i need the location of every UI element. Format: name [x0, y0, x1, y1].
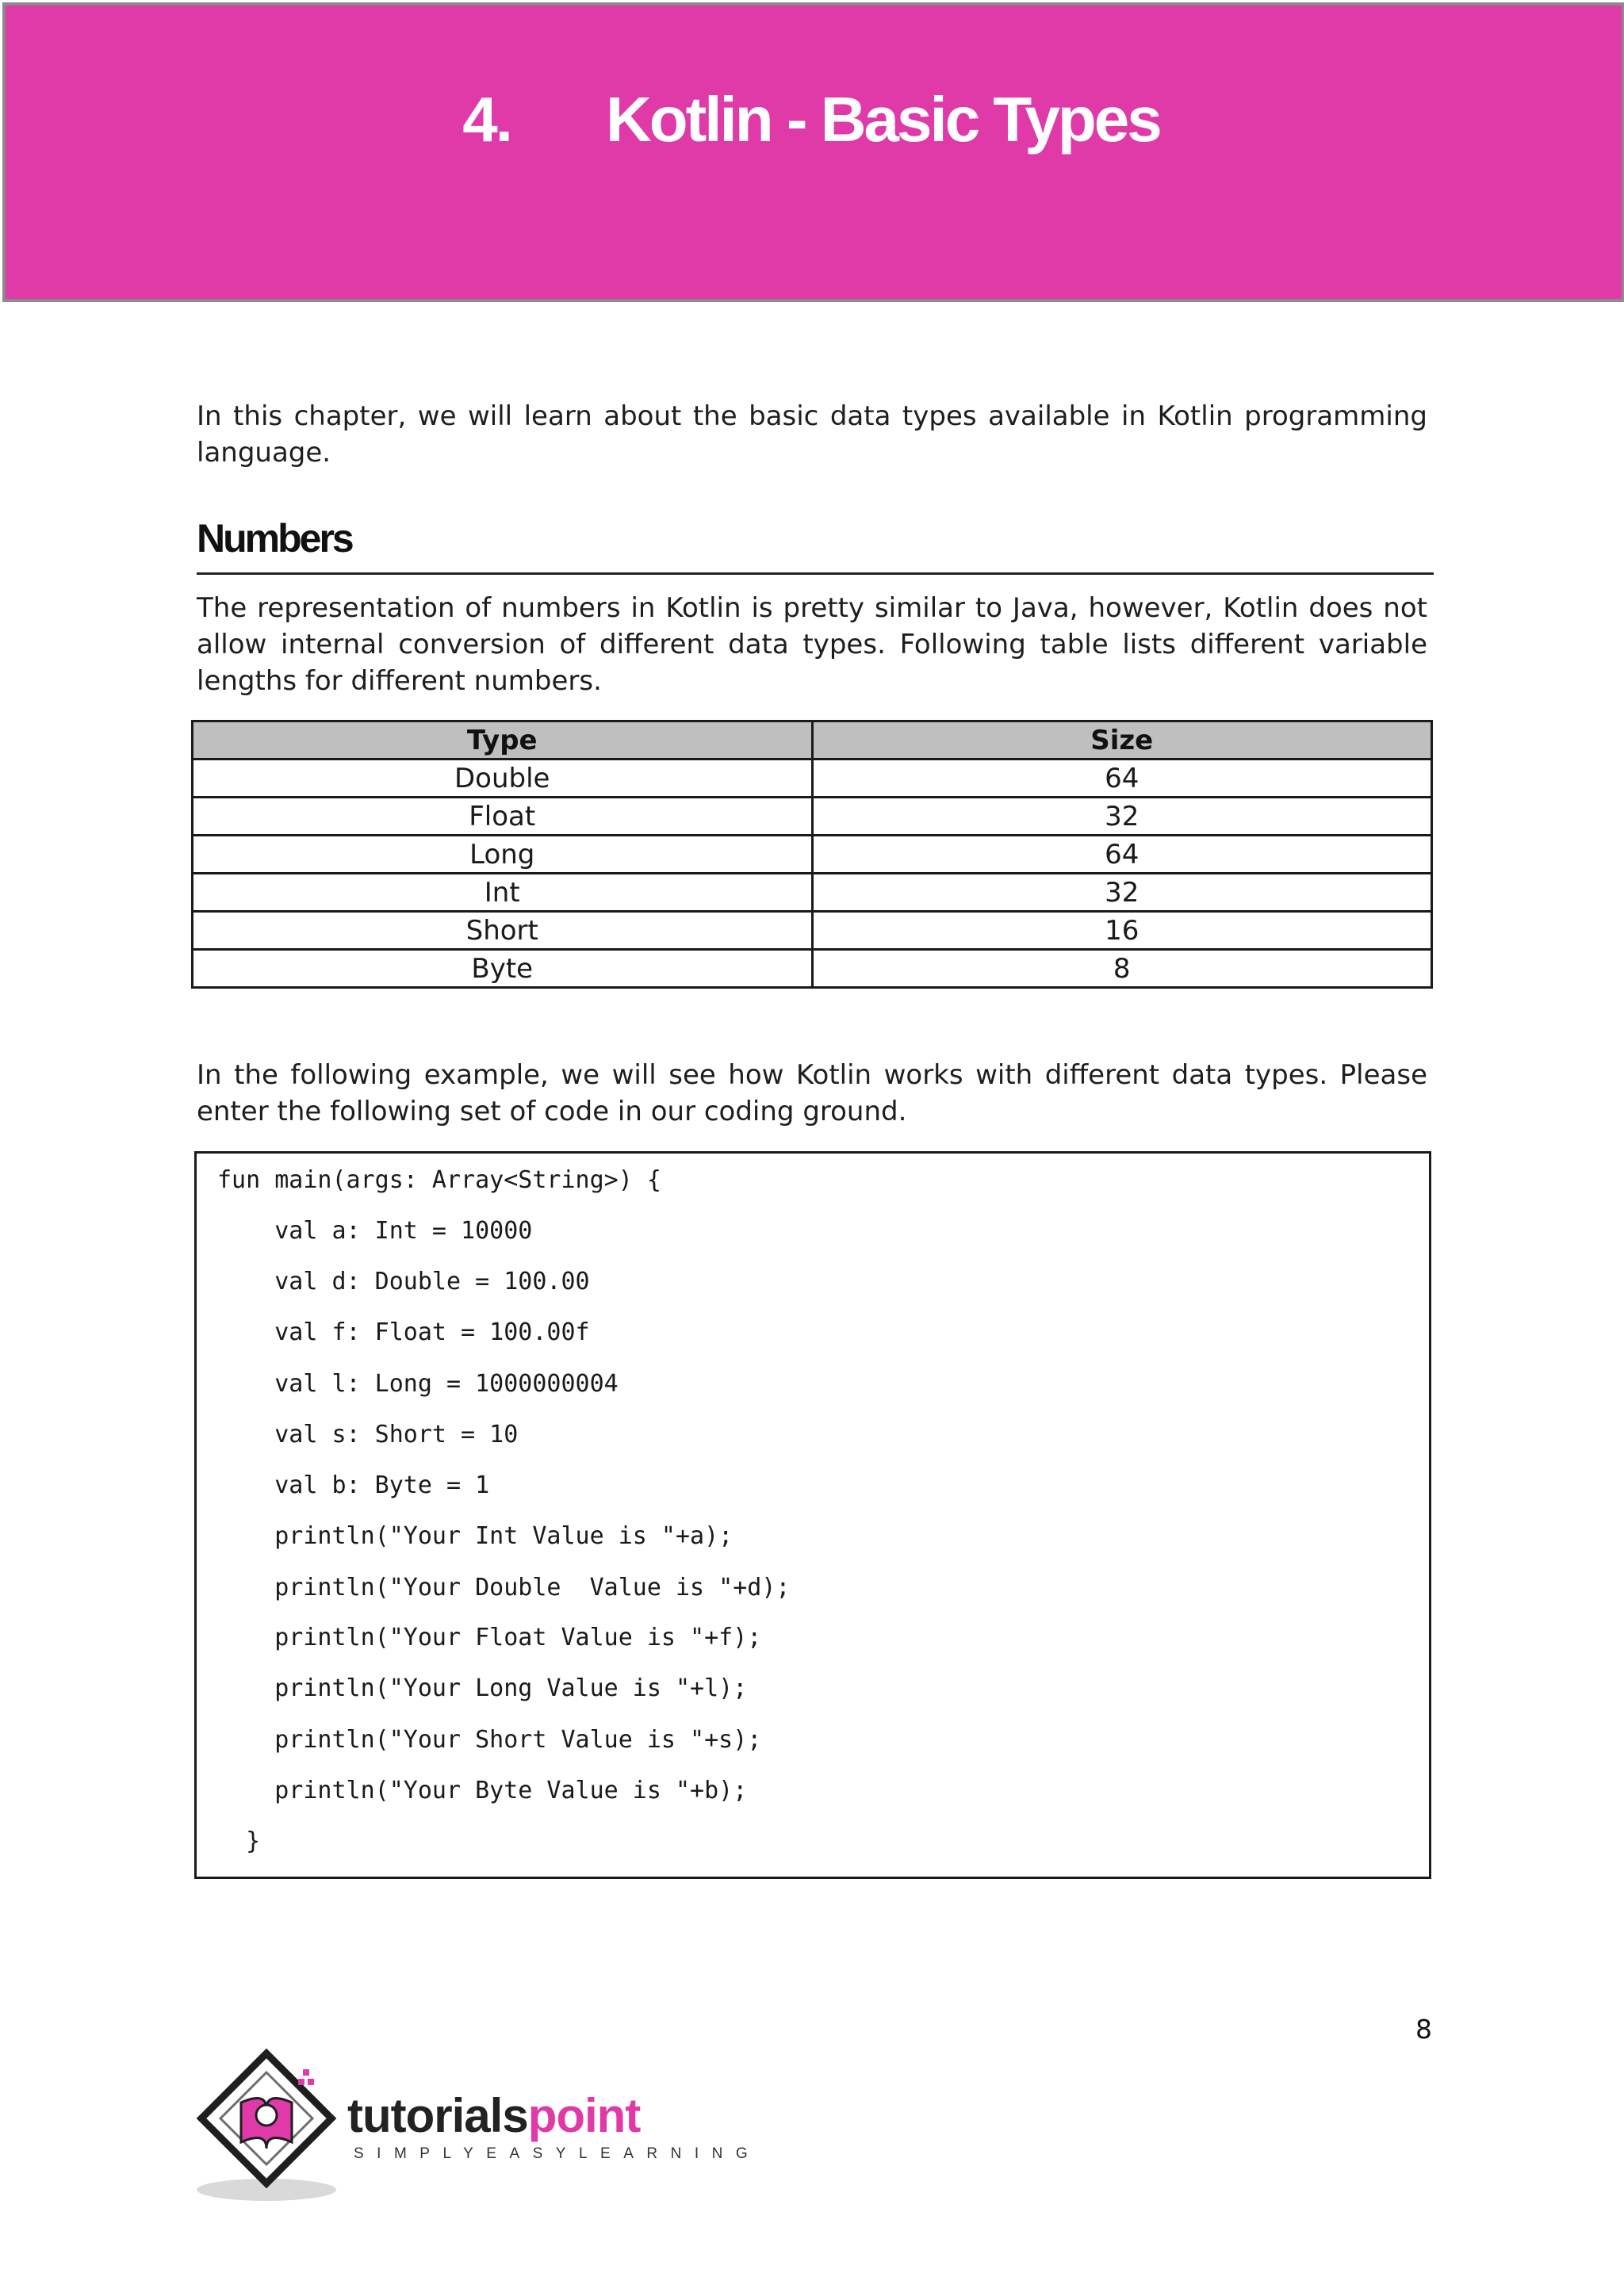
code-line: println("Your Float Value is "+f); [217, 1624, 762, 1651]
size-cell: 16 [812, 912, 1432, 950]
column-header-size: Size [812, 721, 1432, 760]
code-line: val a: Int = 10000 [217, 1217, 533, 1245]
code-block [194, 1151, 1431, 1879]
chapter-title-text: Kotlin - Basic Types [606, 84, 1160, 155]
logo-word-accent: point [527, 2089, 641, 2142]
code-line: val b: Byte = 1 [217, 1471, 490, 1499]
size-cell: 64 [812, 836, 1432, 874]
logo-emblem-icon [195, 2047, 354, 2206]
size-cell: 32 [812, 874, 1432, 912]
code-line: val s: Short = 10 [217, 1421, 519, 1448]
table-row [193, 836, 1432, 874]
numbers-paragraph: The representation of numbers in Kotlin is pretty similar to Java, however, Kotlin does not allow internal conversion of different data types. Following table lists different variable lengths for different numbers. [197, 592, 1427, 697]
logo-wordmark [347, 2088, 640, 2143]
section-heading-numbers: Numbers [197, 516, 352, 561]
type-cell: Short [193, 912, 813, 950]
type-cell: Float [193, 798, 813, 836]
code-line: println("Your Double Value is "+d); [217, 1574, 791, 1601]
number-types-table [191, 720, 1433, 989]
code-line: println("Your Short Value is "+s); [217, 1726, 762, 1754]
code-line: val d: Double = 100.00 [217, 1268, 590, 1295]
code-line: println("Your Byte Value is "+b); [217, 1777, 748, 1804]
chapter-title [0, 83, 1622, 156]
logo-word-dark: tutorials [347, 2089, 528, 2142]
code-line: println("Your Int Value is "+a); [217, 1522, 733, 1550]
type-cell: Long [193, 836, 813, 874]
tutorialspoint-logo [195, 2047, 761, 2206]
code-line: println("Your Long Value is "+l); [217, 1674, 748, 1702]
type-cell: Byte [193, 950, 813, 988]
size-cell: 32 [812, 798, 1432, 836]
code-line: val f: Float = 100.00f [217, 1318, 590, 1346]
column-header-type: Type [193, 721, 813, 760]
table-row [193, 950, 1432, 988]
table-row [193, 760, 1432, 798]
code-line: fun main(args: Array<String>) { [217, 1166, 661, 1194]
intro-paragraph: In this chapter, we will learn about the basic data types available in Kotlin programming language. [197, 400, 1427, 469]
example-paragraph: In the following example, we will see how Kotlin works with different data types. Please enter the following set of code in our coding ground. [197, 1059, 1427, 1127]
table-row [193, 874, 1432, 912]
logo-tagline: SIMPLYEASYLEARNING [354, 2145, 761, 2162]
section-divider [197, 572, 1434, 575]
chapter-number: 4. [462, 84, 511, 155]
code-line: } [217, 1827, 261, 1855]
table-header-row [193, 721, 1432, 760]
type-cell: Double [193, 760, 813, 798]
size-cell: 8 [812, 950, 1432, 988]
type-cell: Int [193, 874, 813, 912]
code-line: val l: Long = 1000000004 [217, 1370, 619, 1398]
table-row [193, 798, 1432, 836]
table-row [193, 912, 1432, 950]
size-cell: 64 [812, 760, 1432, 798]
page-number: 8 [1415, 2014, 1432, 2045]
